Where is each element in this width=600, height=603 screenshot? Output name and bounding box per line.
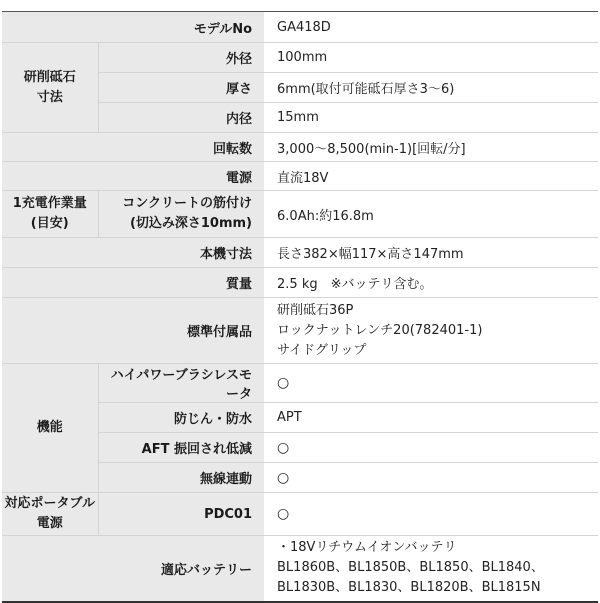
row-mass <box>2 268 598 298</box>
label-work <box>98 191 264 238</box>
value-aft: ○ <box>264 433 598 463</box>
label-wireless: 無線連動 <box>98 463 264 493</box>
label-outer-diameter: 外径 <box>98 43 264 73</box>
row-motor <box>2 364 598 403</box>
group-wheel-size <box>2 43 98 133</box>
group-portable-power <box>2 493 98 536</box>
group-portable-power-line1: 対応ポータブル <box>4 496 95 511</box>
group-work-amount-line1: 1充電作業量 <box>12 196 87 211</box>
label-rpm: 回転数 <box>2 133 264 162</box>
battery-line: BL1860B、BL1850B、BL1850、BL1840、 <box>277 560 544 576</box>
label-model: モデルNo <box>2 12 264 43</box>
value-mass: 2.5 kg ※バッテリ含む。 <box>264 268 598 298</box>
row-pdc <box>2 493 598 536</box>
group-work-amount <box>2 191 98 238</box>
battery-line: BL1830B、BL1830、BL1820B、BL1815N <box>277 580 541 596</box>
row-work-amount <box>2 191 598 238</box>
value-wireless: ○ <box>264 463 598 493</box>
label-power: 電源 <box>2 162 264 191</box>
label-work-line2: (切込み深さ10mm) <box>129 216 253 231</box>
value-dust: APT <box>264 403 598 433</box>
group-functions: 機能 <box>2 364 98 493</box>
label-work-line1: コンクリートの筋付け <box>122 196 253 211</box>
value-motor: ○ <box>264 364 598 403</box>
value-model: GA418D <box>264 12 598 43</box>
accessory-item: サイドグリップ <box>277 342 367 358</box>
label-aft: AFT 振回され低減 <box>98 433 264 463</box>
group-portable-power-line2: 電源 <box>36 516 63 531</box>
group-work-amount-line2: (目安) <box>30 216 69 231</box>
label-motor: ハイパワーブラシレスモータ <box>98 364 264 403</box>
row-battery <box>2 536 598 602</box>
label-accessories: 標準付属品 <box>2 298 264 364</box>
row-size <box>2 238 598 268</box>
label-inner-diameter: 内径 <box>98 103 264 133</box>
label-dust: 防じん・防水 <box>98 403 264 433</box>
row-model <box>2 12 598 43</box>
value-size: 長さ382×幅117×高さ147mm <box>264 238 598 268</box>
value-pdc: ○ <box>264 493 598 536</box>
spec-table <box>2 11 598 603</box>
group-wheel-size-line1: 研削砥石 <box>23 69 76 85</box>
value-battery <box>264 536 598 602</box>
battery-line: ・18Vリチウムイオンバッテリ <box>277 540 457 556</box>
value-power: 直流18V <box>264 162 598 191</box>
value-inner-diameter: 15mm <box>264 103 598 133</box>
accessory-item: 研削砥石36P <box>277 302 354 318</box>
group-wheel-size-line2: 寸法 <box>36 89 63 105</box>
label-battery: 適応バッテリー <box>2 536 264 602</box>
label-pdc: PDC01 <box>98 493 264 536</box>
value-thickness: 6mm(取付可能砥石厚さ3～6) <box>264 73 598 103</box>
value-outer-diameter: 100mm <box>264 43 598 73</box>
row-rpm <box>2 133 598 162</box>
label-size: 本機寸法 <box>2 238 264 268</box>
value-accessories <box>264 298 598 364</box>
label-mass: 質量 <box>2 268 264 298</box>
row-power <box>2 162 598 191</box>
row-outer-diameter <box>2 43 598 73</box>
value-rpm: 3,000～8,500(min-1)[回転/分] <box>264 133 598 162</box>
row-accessories <box>2 298 598 364</box>
label-thickness: 厚さ <box>98 73 264 103</box>
value-work: 6.0Ah:約16.8m <box>264 191 598 238</box>
accessory-item: ロックナットレンチ20(782401-1) <box>277 322 483 338</box>
